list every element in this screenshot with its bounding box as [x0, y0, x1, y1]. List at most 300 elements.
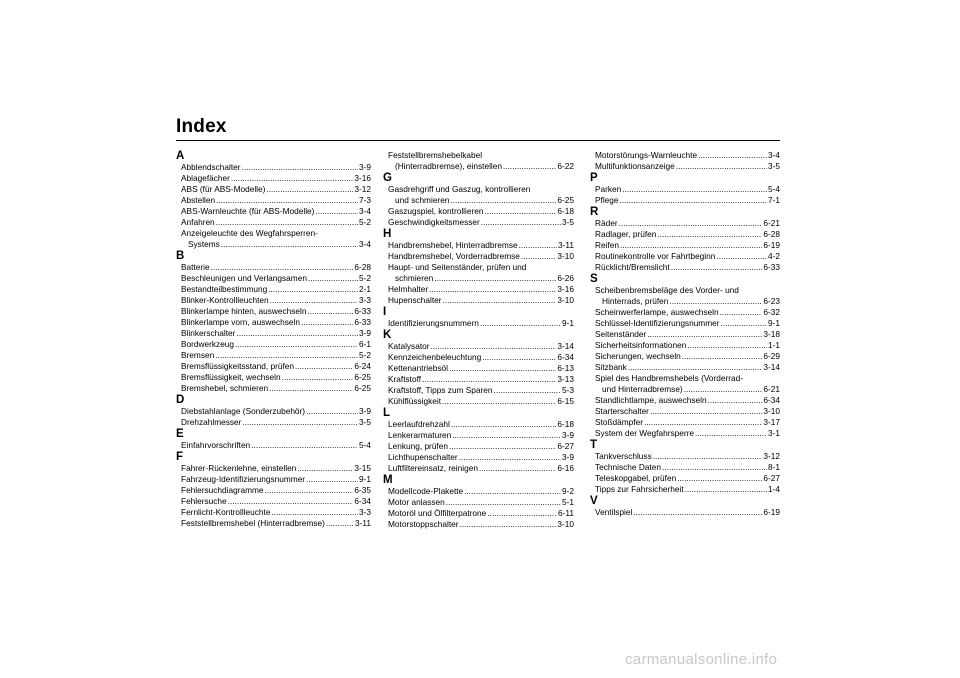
index-entry-page: 9-2: [562, 486, 574, 496]
index-entry: [176, 217, 371, 228]
index-entry-page: 3-10: [557, 519, 574, 529]
index-entry-page: 3-16: [557, 284, 574, 294]
leader-dots: [708, 395, 763, 406]
index-letter: V: [590, 495, 598, 507]
index-entry-page: 3-9: [359, 162, 371, 172]
index-entry: [176, 383, 371, 394]
leader-dots: [716, 251, 767, 262]
leader-dots: [451, 419, 557, 430]
index-entry-text: Scheibenbremsbeläge des Vorder- und: [595, 285, 739, 295]
index-entry-page: 6-34: [763, 395, 780, 405]
leader-dots: [271, 507, 358, 518]
index-entry: [383, 463, 574, 474]
index-entry-page: 9-1: [768, 318, 780, 328]
leader-dots: [662, 462, 767, 473]
index-entry-name: Abblendschalter: [181, 162, 241, 172]
index-entry-page: 3-4: [359, 239, 371, 249]
index-entry: [590, 462, 780, 473]
index-entry-page: 5-2: [359, 273, 371, 283]
index-entry-page: 5-2: [359, 217, 371, 227]
index-entry-name: Lenkerarmaturen: [388, 430, 452, 440]
index-entry: [176, 361, 371, 372]
index-entry-page: 4-2: [768, 251, 780, 261]
leader-dots: [619, 218, 763, 229]
index-entry: [176, 485, 371, 496]
index-entry-page: 6-26: [557, 273, 574, 283]
leader-dots: [519, 240, 557, 251]
index-entry-name: Bremsflüssigkeit, wechseln: [181, 372, 281, 382]
leader-dots: [443, 295, 557, 306]
index-letter: M: [383, 474, 393, 486]
index-entry-page: 5-2: [359, 350, 371, 360]
index-entry-page: 9-1: [562, 318, 574, 328]
index-entry-name: Radlager, prüfen: [595, 229, 657, 239]
index-entry-page: 6-23: [763, 296, 780, 306]
leader-dots: [434, 273, 556, 284]
leader-dots: [221, 239, 358, 250]
index-entry: [590, 318, 780, 329]
index-entry-name: Sicherheitsinformationen: [595, 340, 687, 350]
index-entry: [176, 406, 371, 417]
index-entry-page: 6-1: [359, 339, 371, 349]
index-entry-page: 3-4: [359, 206, 371, 216]
index-letter: A: [176, 150, 185, 162]
leader-dots: [695, 428, 767, 439]
leader-dots: [480, 318, 561, 329]
index-entry-page: 6-35: [354, 485, 371, 495]
index-entry-name: Geschwindigkeitsmesser: [388, 217, 480, 227]
index-entry-name: (Hinterradbremse), einstellen: [395, 161, 502, 171]
index-entry-page: 5-4: [359, 440, 371, 450]
index-entry: [383, 441, 574, 452]
leader-dots: [269, 383, 353, 394]
index-entry-name: Standlichtlampe, auswechseln: [595, 395, 707, 405]
leader-dots: [685, 484, 767, 495]
index-entry-name: Sitzbank: [595, 362, 627, 372]
index-entry-page: 1-1: [768, 340, 780, 350]
leader-dots: [308, 273, 358, 284]
leader-dots: [464, 486, 561, 497]
index-entry-name: Rücklicht/Bremslicht: [595, 262, 670, 272]
index-entry-page: 3-15: [354, 463, 371, 473]
index-entry: [383, 452, 574, 463]
index-entry: [383, 430, 574, 441]
index-entry-name: Bremshebel, schmieren: [181, 383, 269, 393]
leader-dots: [449, 363, 556, 374]
leader-dots: [657, 229, 762, 240]
index-entry-page: 5-1: [562, 497, 574, 507]
leader-dots: [449, 441, 556, 452]
index-entry-page: 3-3: [359, 507, 371, 517]
index-entry: [176, 273, 371, 284]
leader-dots: [698, 150, 767, 161]
index-entry-name: Blinkerschalter: [181, 328, 236, 338]
index-entry-page: 6-32: [763, 307, 780, 317]
leader-dots: [216, 217, 358, 228]
index-entry-name: Starterschalter: [595, 406, 649, 416]
index-entry-name: Beschleunigen und Verlangsamen: [181, 273, 307, 283]
index-entry-page: 3-12: [354, 184, 371, 194]
index-entry-name: Fahrer-Rückenlehne, einstellen: [181, 463, 297, 473]
index-entry-page: 3-10: [557, 251, 574, 261]
index-entry-page: 6-28: [354, 262, 371, 272]
index-entry-text: Haupt- und Seitenständer, prüfen und: [388, 262, 527, 272]
index-letter: L: [383, 407, 391, 419]
leader-dots: [671, 262, 763, 273]
index-entry-name: Räder: [595, 218, 618, 228]
index-entry-name: Fehlersuchdiagramme: [181, 485, 264, 495]
index-entry-name: Motorstoppschalter: [388, 519, 459, 529]
index-letter: E: [176, 428, 184, 440]
leader-dots: [622, 184, 767, 195]
index-entry-page: 6-25: [354, 383, 371, 393]
index-entry: [383, 273, 574, 284]
index-entry: [383, 508, 574, 519]
index-entry: [176, 474, 371, 485]
leader-dots: [647, 329, 762, 340]
leader-dots: [446, 497, 561, 508]
index-entry: [383, 374, 574, 385]
index-entry: [176, 339, 371, 350]
index-entry: [383, 206, 574, 217]
index-entry: [590, 229, 780, 240]
index-entry-name: Pflege: [595, 195, 619, 205]
index-entry: [590, 384, 780, 395]
leader-dots: [503, 161, 556, 172]
index-entry-name: Stoßdämpfer: [595, 417, 643, 427]
index-entry-name: Ablagefächer: [181, 173, 230, 183]
index-column-2: [383, 150, 574, 530]
index-entry: [590, 262, 780, 273]
index-entry-text: Spiel des Handbremshebels (Vorderrad-: [595, 373, 744, 383]
index-entry-name: Fernlicht-Kontrollleuchte: [181, 507, 271, 517]
index-entry-name: System der Wegfahrsperre: [595, 428, 694, 438]
index-entry: [590, 362, 780, 373]
index-entry-page: 6-28: [763, 229, 780, 239]
title-rule: [176, 140, 780, 141]
index-entry-page: 6-19: [763, 240, 780, 250]
index-entry-name: Blinkerlampe vorn, auswechseln: [181, 317, 300, 327]
leader-dots: [677, 473, 762, 484]
index-entry-name: Drehzahlmesser: [181, 417, 242, 427]
leader-dots: [266, 184, 353, 195]
index-entry: [176, 162, 371, 173]
leader-dots: [452, 430, 561, 441]
index-entry-name: Bremsflüssigkeitsstand, prüfen: [181, 361, 294, 371]
leader-dots: [482, 352, 556, 363]
index-entry-name: Leerlaufdrehzahl: [388, 419, 450, 429]
index-column-3: [590, 150, 780, 518]
leader-dots: [297, 463, 353, 474]
index-entry-page: 3-3: [359, 295, 371, 305]
leader-dots: [628, 362, 763, 373]
index-entry-name: Modellcode-Plakette: [388, 486, 464, 496]
index-entry-page: 3-9: [562, 452, 574, 462]
index-entry-name: Luftfiltereinsatz, reinigen: [388, 463, 478, 473]
index-entry: [590, 406, 780, 417]
index-letter: R: [590, 206, 599, 218]
index-entry-page: 6-33: [354, 306, 371, 316]
index-entry-page: 6-34: [557, 352, 574, 362]
leader-dots: [228, 496, 354, 507]
leader-dots: [687, 340, 767, 351]
index-entry-page: 3-9: [562, 430, 574, 440]
index-entry-name: Seitenständer: [595, 329, 647, 339]
leader-dots: [268, 284, 358, 295]
index-entry: [590, 150, 780, 161]
index-entry: [176, 195, 371, 206]
index-entry-page: 3-13: [557, 374, 574, 384]
index-entry: [176, 239, 371, 250]
leader-dots: [442, 396, 556, 407]
leader-dots: [306, 406, 358, 417]
index-entry-name: Tankverschluss: [595, 451, 652, 461]
index-entry: [176, 440, 371, 451]
index-entry-page: 3-16: [354, 173, 371, 183]
leader-dots: [315, 206, 358, 217]
leader-dots: [682, 351, 763, 362]
index-entry-name: Scheinwerferlampe, auswechseln: [595, 307, 719, 317]
index-entry: [590, 417, 780, 428]
index-entry-name: Kühlflüssigkeit: [388, 396, 442, 406]
leader-dots: [265, 485, 354, 496]
index-entry: [383, 519, 574, 530]
index-entry-page: 6-19: [763, 507, 780, 517]
index-entry: [590, 218, 780, 229]
index-entry: [176, 306, 371, 317]
index-entry-page: 6-25: [557, 195, 574, 205]
index-entry-name: Feststellbremshebel (Hinterradbremse): [181, 518, 325, 528]
index-entry-page: 6-11: [558, 508, 574, 518]
index-entry-page: 6-16: [557, 463, 574, 473]
index-entry-name: Hupenschalter: [388, 295, 442, 305]
index-entry-name: Multifunktionsanzeige: [595, 161, 675, 171]
leader-dots: [460, 519, 557, 530]
leader-dots: [450, 195, 556, 206]
index-entry: [176, 507, 371, 518]
index-entry: [176, 496, 371, 507]
leader-dots: [235, 339, 358, 350]
index-letter: F: [176, 451, 184, 463]
index-entry: [383, 486, 574, 497]
index-entry: [176, 317, 371, 328]
leader-dots: [306, 474, 358, 485]
index-entry-name: Hinterrads, prüfen: [602, 296, 669, 306]
index-entry-page: 6-27: [557, 441, 574, 451]
index-entry: [590, 395, 780, 406]
index-entry-page: 3-5: [768, 161, 780, 171]
leader-dots: [231, 173, 353, 184]
index-entry-page: 3-11: [558, 240, 574, 250]
index-entry-name: Einfahrvorschriften: [181, 440, 251, 450]
index-entry-page: 3-14: [763, 362, 780, 372]
index-entry-name: Fehlersuche: [181, 496, 227, 506]
index-entry: [590, 340, 780, 351]
leader-dots: [676, 161, 767, 172]
index-entry-name: Bordwerkzeug: [181, 339, 235, 349]
index-entry-page: 6-24: [354, 361, 371, 371]
index-entry-name: Reifen: [595, 240, 619, 250]
index-entry-page: 3-1: [768, 428, 780, 438]
index-letter: P: [590, 172, 598, 184]
index-entry: [176, 518, 371, 529]
index-entry-page: 3-11: [355, 518, 371, 528]
index-entry-name: Fahrzeug-Identifizierungsnummer: [181, 474, 306, 484]
index-entry-page: 3-10: [763, 406, 780, 416]
index-entry-name: Abstellen: [181, 195, 216, 205]
index-entry-name: Tipps zur Fahrsicherheit: [595, 484, 684, 494]
index-entry-name: Lenkung, prüfen: [388, 441, 448, 451]
index-entry: [176, 417, 371, 428]
index-entry: [590, 307, 780, 318]
index-entry: [176, 463, 371, 474]
watermark: carmanualsonline.info: [625, 651, 778, 668]
index-entry-name: Bestandteilbestimmung: [181, 284, 268, 294]
index-entry-page: 6-18: [557, 206, 574, 216]
index-entry-page: 3-14: [557, 341, 574, 351]
index-entry: [590, 428, 780, 439]
leader-dots: [282, 372, 354, 383]
index-entry-name: Parken: [595, 184, 622, 194]
index-entry-name: Teleskopgabel, prüfen: [595, 473, 677, 483]
index-entry: [383, 195, 574, 206]
index-entry: [383, 385, 574, 396]
index-entry: [590, 296, 780, 307]
index-entry-page: 5-4: [768, 184, 780, 194]
leader-dots: [431, 341, 557, 352]
index-entry: [383, 497, 574, 508]
leader-dots: [521, 251, 556, 262]
index-entry-page: 8-1: [768, 462, 780, 472]
index-entry-page: 3-4: [768, 150, 780, 160]
leader-dots: [270, 295, 358, 306]
index-entry-name: Routinekontrolle vor Fahrtbeginn: [595, 251, 716, 261]
index-entry-page: 7-3: [359, 195, 371, 205]
index-entry-name: Katalysator: [388, 341, 430, 351]
index-entry: [383, 251, 574, 262]
index-entry-name: Gaszugspiel, kontrollieren: [388, 206, 484, 216]
index-entry-name: Helmhalter: [388, 284, 429, 294]
leader-dots: [295, 361, 353, 372]
index-entry-page: 3-9: [359, 406, 371, 416]
index-column-1: [176, 150, 371, 529]
index-entry-name: Bremsen: [181, 350, 215, 360]
leader-dots: [326, 518, 354, 529]
leader-dots: [422, 374, 556, 385]
index-entry-name: Diebstahlanlage (Sonderzubehör): [181, 406, 306, 416]
index-entry: [176, 173, 371, 184]
index-letter: T: [590, 439, 598, 451]
index-entry: [590, 451, 780, 462]
index-entry: [176, 295, 371, 306]
index-entry: [590, 473, 780, 484]
index-entry-page: 5-3: [562, 385, 574, 395]
index-letter: S: [590, 273, 598, 285]
index-entry: [383, 284, 574, 295]
index-entry-name: Handbremshebel, Hinterradbremse: [388, 240, 518, 250]
index-entry-page: 6-21: [763, 384, 780, 394]
index-entry: [383, 217, 574, 228]
index-entry-name: Ventilspiel: [595, 507, 633, 517]
index-entry-page: 3-17: [763, 417, 780, 427]
leader-dots: [620, 240, 762, 251]
index-entry: [176, 372, 371, 383]
index-entry-name: ABS-Warnleuchte (für ABS-Modelle): [181, 206, 315, 216]
index-entry: [383, 161, 574, 172]
index-entry-page: 2-1: [359, 284, 371, 294]
leader-dots: [236, 328, 358, 339]
index-entry-page: 3-5: [562, 217, 574, 227]
index-entry-name: Technische Daten: [595, 462, 661, 472]
leader-dots: [459, 452, 561, 463]
index-entry-name: Kettenantriebsöl: [388, 363, 448, 373]
index-entry-name: Lichthupenschalter: [388, 452, 458, 462]
leader-dots: [429, 284, 556, 295]
leader-dots: [307, 306, 353, 317]
leader-dots: [653, 451, 763, 462]
leader-dots: [251, 440, 358, 451]
index-entry: [590, 161, 780, 172]
leader-dots: [620, 195, 767, 206]
index-entry-name: Schlüssel-Identifizierungsnummer: [595, 318, 720, 328]
index-entry: [590, 507, 780, 518]
index-entry-name: Motor anlassen: [388, 497, 445, 507]
index-entry-name: Sicherungen, wechseln: [595, 351, 681, 361]
index-entry-name: Kraftstoff, Tipps zum Sparen: [388, 385, 493, 395]
leader-dots: [479, 463, 556, 474]
leader-dots: [650, 406, 762, 417]
index-entry-name: und Hinterradbremse): [602, 384, 683, 394]
index-letter: B: [176, 250, 185, 262]
leader-dots: [684, 384, 763, 395]
leader-dots: [721, 318, 767, 329]
index-entry-page: 3-9: [359, 328, 371, 338]
leader-dots: [481, 217, 561, 228]
index-entry-name: Blinkerlampe hinten, auswechseln: [181, 306, 307, 316]
index-entry-page: 6-29: [763, 351, 780, 361]
index-entry-name: ABS (für ABS-Modelle): [181, 184, 266, 194]
index-entry-page: 6-21: [763, 218, 780, 228]
index-entry: [590, 351, 780, 362]
index-entry-name: Kennzeichenbeleuchtung: [388, 352, 482, 362]
index-entry: [176, 284, 371, 295]
leader-dots: [487, 508, 557, 519]
index-entry-text: Feststellbremshebelkabel: [388, 150, 483, 160]
index-entry-page: 6-13: [557, 363, 574, 373]
index-entry: [383, 396, 574, 407]
index-letter: I: [383, 306, 387, 318]
index-entry: [590, 240, 780, 251]
leader-dots: [242, 417, 358, 428]
index-entry-name: Motoröl und Ölfilterpatrone: [388, 508, 487, 518]
index-entry-page: 6-27: [763, 473, 780, 483]
index-entry-name: Identifizierungsnummern: [388, 318, 479, 328]
index-letter: G: [383, 172, 392, 184]
index-entry-page: 6-15: [557, 396, 574, 406]
index-entry-name: Kraftstoff: [388, 374, 422, 384]
index-entry-name: Motorstörungs-Warnleuchte: [595, 150, 698, 160]
index-letter: D: [176, 394, 185, 406]
index-entry-page: 6-34: [354, 496, 371, 506]
index-entry-page: 6-18: [557, 419, 574, 429]
index-entry: [590, 184, 780, 195]
index-entry-page: 7-1: [768, 195, 780, 205]
leader-dots: [216, 195, 358, 206]
index-entry: [383, 352, 574, 363]
index-entry: [590, 251, 780, 262]
index-entry-name: und schmieren: [395, 195, 450, 205]
index-entry: [590, 484, 780, 495]
